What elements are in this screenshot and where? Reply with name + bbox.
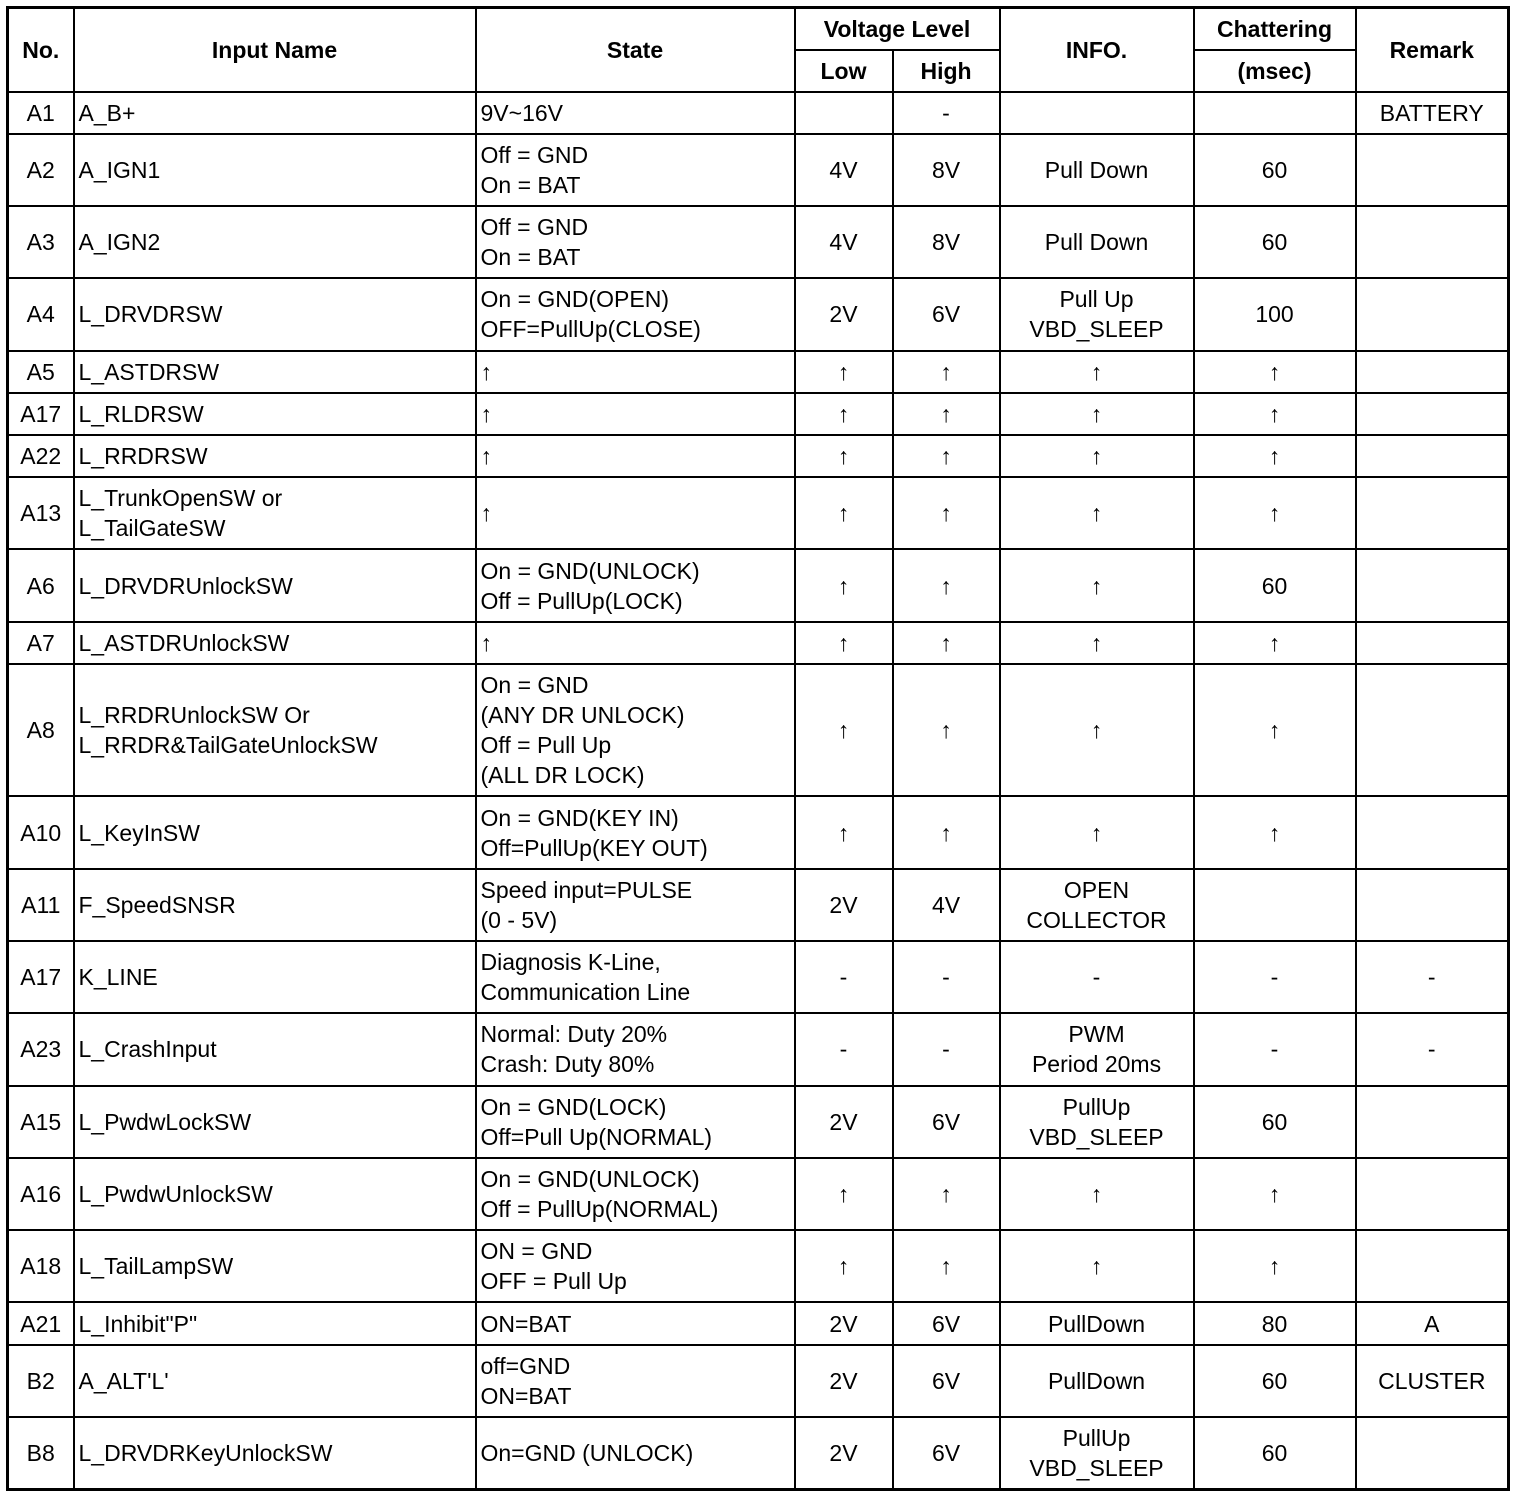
cell-no: A5 <box>8 351 74 393</box>
header-chattering: Chattering <box>1194 8 1356 50</box>
cell-input-name: L_KeyInSW <box>74 796 476 868</box>
cell-no: A22 <box>8 435 74 477</box>
cell-low: ↑ <box>795 477 893 549</box>
input-spec-table <box>6 6 1510 1491</box>
cell-low: ↑ <box>795 1230 893 1302</box>
table-row <box>8 1158 1509 1230</box>
header-high: High <box>893 50 1000 92</box>
cell-high: 8V <box>893 134 1000 206</box>
cell-info: ↑ <box>1000 1230 1194 1302</box>
cell-input-name: L_DRVDRUnlockSW <box>74 549 476 621</box>
cell-high: ↑ <box>893 796 1000 868</box>
cell-chattering: - <box>1194 941 1356 1013</box>
cell-info: Pull Down <box>1000 206 1194 278</box>
cell-input-name: L_DRVDRKeyUnlockSW <box>74 1417 476 1490</box>
cell-info: Pull Up VBD_SLEEP <box>1000 278 1194 350</box>
cell-info: ↑ <box>1000 796 1194 868</box>
cell-no: A18 <box>8 1230 74 1302</box>
table-row <box>8 941 1509 1013</box>
cell-low: 2V <box>795 1086 893 1158</box>
cell-remark: - <box>1356 1013 1509 1085</box>
cell-high: - <box>893 92 1000 134</box>
cell-state: On=GND (UNLOCK) <box>476 1417 795 1490</box>
table-row <box>8 206 1509 278</box>
cell-remark <box>1356 869 1509 941</box>
table-row <box>8 796 1509 868</box>
header-low: Low <box>795 50 893 92</box>
cell-no: A6 <box>8 549 74 621</box>
cell-input-name: A_IGN2 <box>74 206 476 278</box>
cell-state: ↑ <box>476 477 795 549</box>
table-row <box>8 1013 1509 1085</box>
header-remark: Remark <box>1356 8 1509 92</box>
cell-info: ↑ <box>1000 664 1194 797</box>
cell-chattering: ↑ <box>1194 622 1356 664</box>
cell-info: ↑ <box>1000 622 1194 664</box>
header-msec: (msec) <box>1194 50 1356 92</box>
cell-input-name: L_RRDRSW <box>74 435 476 477</box>
cell-high: 6V <box>893 1302 1000 1344</box>
table-row <box>8 393 1509 435</box>
cell-remark <box>1356 796 1509 868</box>
cell-no: A13 <box>8 477 74 549</box>
cell-info: PullUp VBD_SLEEP <box>1000 1417 1194 1490</box>
cell-high: ↑ <box>893 622 1000 664</box>
cell-chattering: 60 <box>1194 134 1356 206</box>
cell-input-name: L_PwdwLockSW <box>74 1086 476 1158</box>
cell-input-name: L_ASTDRUnlockSW <box>74 622 476 664</box>
cell-info: ↑ <box>1000 1158 1194 1230</box>
cell-remark <box>1356 664 1509 797</box>
cell-input-name: L_ASTDRSW <box>74 351 476 393</box>
cell-remark <box>1356 622 1509 664</box>
cell-state: ↑ <box>476 393 795 435</box>
cell-input-name: A_IGN1 <box>74 134 476 206</box>
cell-info: ↑ <box>1000 477 1194 549</box>
cell-chattering: ↑ <box>1194 477 1356 549</box>
cell-chattering <box>1194 869 1356 941</box>
cell-remark: CLUSTER <box>1356 1345 1509 1417</box>
cell-chattering: 80 <box>1194 1302 1356 1344</box>
cell-high: ↑ <box>893 393 1000 435</box>
cell-state: ↑ <box>476 435 795 477</box>
cell-high: 6V <box>893 1345 1000 1417</box>
cell-low: ↑ <box>795 796 893 868</box>
cell-chattering: ↑ <box>1194 393 1356 435</box>
cell-remark <box>1356 134 1509 206</box>
table-row <box>8 1302 1509 1344</box>
cell-chattering: 60 <box>1194 1086 1356 1158</box>
cell-info: ↑ <box>1000 351 1194 393</box>
cell-low: ↑ <box>795 435 893 477</box>
cell-high: 4V <box>893 869 1000 941</box>
cell-input-name: L_PwdwUnlockSW <box>74 1158 476 1230</box>
table-row <box>8 351 1509 393</box>
cell-input-name: L_TrunkOpenSW or L_TailGateSW <box>74 477 476 549</box>
cell-no: A21 <box>8 1302 74 1344</box>
cell-low: ↑ <box>795 664 893 797</box>
cell-state: On = GND (ANY DR UNLOCK) Off = Pull Up (ALL DR LOCK) <box>476 664 795 797</box>
cell-state: On = GND(UNLOCK) Off = PullUp(LOCK) <box>476 549 795 621</box>
cell-remark: BATTERY <box>1356 92 1509 134</box>
cell-state: Off = GND On = BAT <box>476 134 795 206</box>
cell-state: Normal: Duty 20% Crash: Duty 80% <box>476 1013 795 1085</box>
cell-remark <box>1356 477 1509 549</box>
cell-input-name: A_B+ <box>74 92 476 134</box>
cell-high: 6V <box>893 1417 1000 1490</box>
cell-low: ↑ <box>795 393 893 435</box>
cell-info: ↑ <box>1000 435 1194 477</box>
header-no: No. <box>8 8 74 92</box>
cell-low: - <box>795 941 893 1013</box>
cell-remark <box>1356 206 1509 278</box>
header-input-name: Input Name <box>74 8 476 92</box>
table-row <box>8 869 1509 941</box>
cell-chattering: ↑ <box>1194 351 1356 393</box>
table-row <box>8 1230 1509 1302</box>
cell-low: 2V <box>795 1302 893 1344</box>
cell-chattering: ↑ <box>1194 796 1356 868</box>
cell-no: A16 <box>8 1158 74 1230</box>
table-row <box>8 1345 1509 1417</box>
cell-chattering: - <box>1194 1013 1356 1085</box>
cell-high: - <box>893 941 1000 1013</box>
cell-low: ↑ <box>795 1158 893 1230</box>
cell-high: 6V <box>893 278 1000 350</box>
cell-high: ↑ <box>893 1230 1000 1302</box>
cell-low: ↑ <box>795 351 893 393</box>
cell-remark <box>1356 1158 1509 1230</box>
cell-state: On = GND(UNLOCK) Off = PullUp(NORMAL) <box>476 1158 795 1230</box>
cell-no: A23 <box>8 1013 74 1085</box>
cell-info: Pull Down <box>1000 134 1194 206</box>
cell-remark: - <box>1356 941 1509 1013</box>
cell-low: 2V <box>795 278 893 350</box>
cell-state: Off = GND On = BAT <box>476 206 795 278</box>
cell-chattering: 100 <box>1194 278 1356 350</box>
cell-input-name: L_TailLampSW <box>74 1230 476 1302</box>
cell-info <box>1000 92 1194 134</box>
cell-remark <box>1356 278 1509 350</box>
cell-chattering: ↑ <box>1194 435 1356 477</box>
cell-input-name: L_RRDRUnlockSW Or L_RRDR&TailGateUnlockSW <box>74 664 476 797</box>
cell-input-name: L_Inhibit"P" <box>74 1302 476 1344</box>
cell-low: 4V <box>795 134 893 206</box>
cell-no: A2 <box>8 134 74 206</box>
cell-high: ↑ <box>893 351 1000 393</box>
cell-low: ↑ <box>795 622 893 664</box>
cell-no: B8 <box>8 1417 74 1490</box>
cell-low: 2V <box>795 1417 893 1490</box>
cell-low: 2V <box>795 869 893 941</box>
cell-state: On = GND(LOCK) Off=Pull Up(NORMAL) <box>476 1086 795 1158</box>
cell-no: A15 <box>8 1086 74 1158</box>
cell-chattering: ↑ <box>1194 1230 1356 1302</box>
cell-remark <box>1356 351 1509 393</box>
cell-low: 2V <box>795 1345 893 1417</box>
cell-chattering <box>1194 92 1356 134</box>
cell-state: On = GND(KEY IN) Off=PullUp(KEY OUT) <box>476 796 795 868</box>
cell-low: - <box>795 1013 893 1085</box>
cell-chattering: ↑ <box>1194 664 1356 797</box>
cell-low: ↑ <box>795 549 893 621</box>
cell-info: PullUp VBD_SLEEP <box>1000 1086 1194 1158</box>
cell-high: ↑ <box>893 664 1000 797</box>
cell-high: 6V <box>893 1086 1000 1158</box>
table-header <box>8 8 1509 92</box>
cell-no: A17 <box>8 393 74 435</box>
cell-input-name: A_ALT'L' <box>74 1345 476 1417</box>
cell-no: A3 <box>8 206 74 278</box>
table-row <box>8 477 1509 549</box>
table-row <box>8 549 1509 621</box>
cell-no: A17 <box>8 941 74 1013</box>
cell-chattering: ↑ <box>1194 1158 1356 1230</box>
cell-low <box>795 92 893 134</box>
cell-input-name: L_CrashInput <box>74 1013 476 1085</box>
table-row <box>8 1086 1509 1158</box>
table-row <box>8 664 1509 797</box>
cell-state: Speed input=PULSE (0 - 5V) <box>476 869 795 941</box>
cell-state: On = GND(OPEN) OFF=PullUp(CLOSE) <box>476 278 795 350</box>
cell-remark <box>1356 549 1509 621</box>
cell-info: OPEN COLLECTOR <box>1000 869 1194 941</box>
cell-low: 4V <box>795 206 893 278</box>
cell-input-name: K_LINE <box>74 941 476 1013</box>
cell-high: ↑ <box>893 549 1000 621</box>
table-row <box>8 92 1509 134</box>
cell-state: ON = GND OFF = Pull Up <box>476 1230 795 1302</box>
cell-remark: A <box>1356 1302 1509 1344</box>
table-body <box>8 92 1509 1490</box>
table-row <box>8 622 1509 664</box>
cell-remark <box>1356 1417 1509 1490</box>
cell-remark <box>1356 435 1509 477</box>
cell-remark <box>1356 1086 1509 1158</box>
cell-high: ↑ <box>893 477 1000 549</box>
cell-state: ↑ <box>476 622 795 664</box>
cell-input-name: L_RLDRSW <box>74 393 476 435</box>
header-info: INFO. <box>1000 8 1194 92</box>
cell-high: ↑ <box>893 1158 1000 1230</box>
cell-no: A4 <box>8 278 74 350</box>
cell-no: A11 <box>8 869 74 941</box>
cell-high: - <box>893 1013 1000 1085</box>
cell-no: A7 <box>8 622 74 664</box>
cell-no: B2 <box>8 1345 74 1417</box>
cell-state: ON=BAT <box>476 1302 795 1344</box>
cell-chattering: 60 <box>1194 549 1356 621</box>
table-row <box>8 435 1509 477</box>
table-row <box>8 278 1509 350</box>
table-row <box>8 134 1509 206</box>
cell-info: PullDown <box>1000 1345 1194 1417</box>
cell-no: A8 <box>8 664 74 797</box>
cell-remark <box>1356 393 1509 435</box>
cell-no: A10 <box>8 796 74 868</box>
cell-chattering: 60 <box>1194 206 1356 278</box>
cell-input-name: L_DRVDRSW <box>74 278 476 350</box>
header-state: State <box>476 8 795 92</box>
cell-state: Diagnosis K-Line, Communication Line <box>476 941 795 1013</box>
cell-remark <box>1356 1230 1509 1302</box>
cell-info: PullDown <box>1000 1302 1194 1344</box>
cell-info: - <box>1000 941 1194 1013</box>
cell-info: ↑ <box>1000 549 1194 621</box>
header-voltage-level: Voltage Level <box>795 8 1000 50</box>
cell-high: 8V <box>893 206 1000 278</box>
cell-chattering: 60 <box>1194 1417 1356 1490</box>
cell-info: ↑ <box>1000 393 1194 435</box>
cell-info: PWM Period 20ms <box>1000 1013 1194 1085</box>
table-row <box>8 1417 1509 1490</box>
cell-state: 9V~16V <box>476 92 795 134</box>
cell-chattering: 60 <box>1194 1345 1356 1417</box>
cell-no: A1 <box>8 92 74 134</box>
cell-high: ↑ <box>893 435 1000 477</box>
cell-state: off=GND ON=BAT <box>476 1345 795 1417</box>
cell-state: ↑ <box>476 351 795 393</box>
cell-input-name: F_SpeedSNSR <box>74 869 476 941</box>
